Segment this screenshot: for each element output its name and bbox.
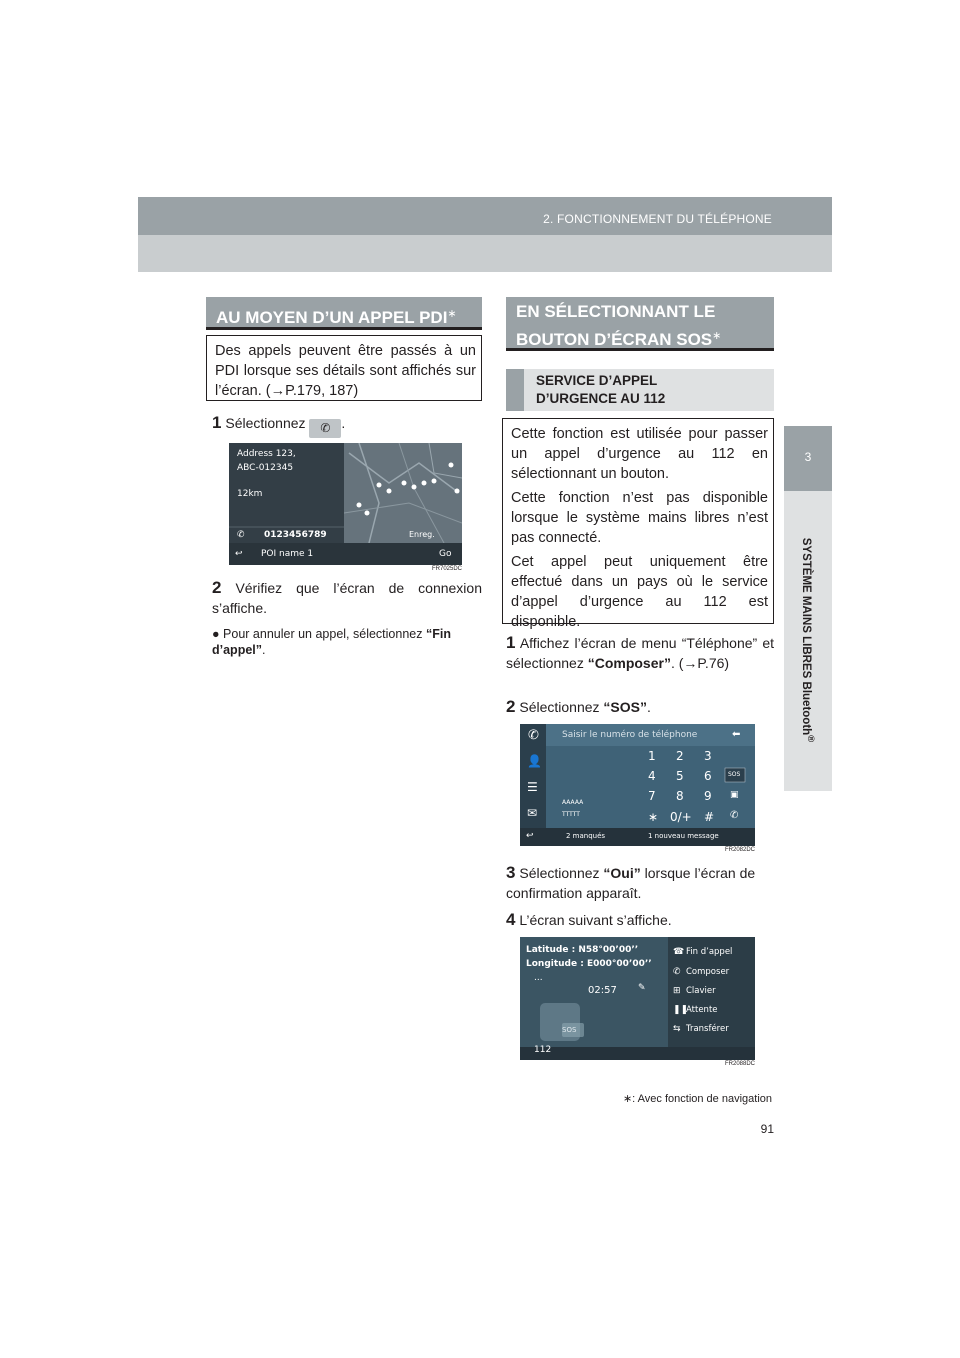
subsection-marker [506, 369, 524, 411]
chapter-label-text: SYSTÈME MAINS LIBRES Bluetooth [800, 537, 813, 736]
key-3[interactable]: 3 [704, 749, 712, 763]
right-title-mark: ∗ [712, 330, 722, 342]
poi-postcode: ABC-012345 [237, 463, 294, 473]
phone-icon[interactable]: ✆ [309, 419, 341, 438]
sos-button[interactable]: SOS [728, 771, 741, 778]
step-number: 4 [506, 910, 516, 929]
left-intro-text: Des appels peuvent être passés à un PDI lorsque ses détails sont affichés sur l’écran. (→P.179, 187) [215, 343, 476, 399]
dial-icon[interactable]: ✆ [673, 967, 681, 977]
transfer-icon[interactable]: ⇆ [673, 1024, 681, 1034]
key-7[interactable]: 7 [648, 789, 656, 803]
connection-dots: ... [534, 973, 543, 983]
step-text: Sélectionnez [225, 415, 306, 431]
call-poi-icon[interactable]: ✆ [237, 530, 245, 540]
right-step-4 [506, 910, 672, 930]
message-icon[interactable]: ✉ [527, 806, 538, 820]
back-icon[interactable]: ↩ [526, 831, 534, 841]
note-text: Pour annuler un appel, sélectionnez [223, 627, 426, 641]
step-text: Affichez l’écran de menu “Téléphone” et sélectionnez [506, 635, 774, 671]
subsection-title [536, 372, 766, 408]
step-bold: “SOS” [603, 699, 647, 715]
info-paragraph: Cette fonction n’est pas disponible lorsque le système mains libres n’est pas connecté. [511, 490, 768, 546]
chapter-label [800, 538, 816, 742]
key-8[interactable]: 8 [676, 789, 684, 803]
contact-name: TTTTT [562, 811, 580, 818]
registered-mark: ® [804, 735, 816, 743]
left-title-text: AU MOYEN D’UN APPEL PDI [216, 308, 448, 327]
hold-icon[interactable]: ❚❚ [673, 1005, 689, 1015]
contacts-icon[interactable]: 👤 [527, 754, 542, 768]
right-section-title [506, 297, 774, 351]
emergency-number: 112 [534, 1045, 552, 1055]
poi-name: POI name 1 [261, 549, 314, 559]
footnote: ∗: Avec fonction de navigation [622, 1093, 772, 1105]
left-section-title [206, 297, 482, 330]
page-number: 91 [760, 1122, 774, 1136]
poi-phone-number[interactable]: 0123456789 [264, 530, 327, 540]
left-note [212, 626, 482, 658]
left-step-2 [212, 578, 482, 618]
chapter-number: 3 [804, 450, 812, 464]
step-number: 2 [506, 697, 516, 716]
step-bold: “Composer” [587, 655, 671, 671]
step-text: Sélectionnez [519, 865, 604, 881]
key-4[interactable]: 4 [648, 769, 656, 783]
figure-code: FR2082DC [712, 847, 755, 853]
note-end: . [262, 643, 266, 657]
step-number: 3 [506, 863, 516, 882]
step-text-end: . (→P.76) [670, 655, 730, 671]
subsection-title-line-1: SERVICE D’APPEL [536, 373, 658, 388]
end-call-icon[interactable]: ☎ [673, 947, 685, 957]
transfer-button[interactable]: Transférer [686, 1024, 729, 1034]
step-text: Sélectionnez [519, 699, 604, 715]
history-icon[interactable]: ☰ [527, 780, 538, 794]
right-step-3 [506, 863, 774, 903]
keypad-icon[interactable]: ⊞ [673, 986, 681, 996]
missed-calls[interactable]: 2 manqués [566, 832, 606, 840]
phone-tab-icon[interactable]: ✆ [528, 728, 539, 743]
key-5[interactable]: 5 [676, 769, 684, 783]
subsection-title-line-2: D’URGENCE AU 112 [536, 391, 666, 406]
key-hash[interactable]: # [704, 810, 715, 824]
figure-code: FR2088DC [712, 1061, 755, 1067]
save-contact-icon[interactable]: ▣ [730, 790, 739, 800]
map-background [229, 443, 462, 565]
key-9[interactable]: 9 [704, 789, 712, 803]
mute-icon[interactable]: ✎ [638, 983, 646, 993]
number-input[interactable]: Saisir le numéro de téléphone [562, 730, 698, 740]
backspace-icon[interactable]: ⬅ [732, 729, 741, 740]
figure-code: FR7025DC [420, 566, 462, 572]
key-0-plus[interactable]: 0/+ [670, 810, 692, 824]
latitude: Latitude : N58°00’00’’ [526, 945, 639, 955]
key-6[interactable]: 6 [704, 769, 712, 783]
save-button[interactable]: Enreg. [409, 530, 435, 539]
end-call-button[interactable]: Fin d’appel [686, 947, 733, 957]
hold-button[interactable]: Attente [686, 1005, 718, 1015]
dial-button[interactable]: Composer [686, 967, 730, 977]
new-message[interactable]: 1 nouveau message [648, 832, 719, 840]
keypad-button[interactable]: Clavier [686, 986, 716, 996]
info-paragraph: Cet appel peut uniquement être effectué dans un pays où le service d’appel d’urgence au 112 est disponible. [511, 554, 768, 630]
go-button[interactable]: Go [439, 549, 452, 559]
step-text-end: . [341, 415, 346, 431]
key-1[interactable]: 1 [648, 749, 656, 763]
step-bold: “Oui” [603, 865, 641, 881]
left-intro-box [206, 335, 482, 401]
right-step-2 [506, 697, 651, 717]
bullet: ● [212, 627, 220, 641]
back-icon[interactable]: ↩ [235, 549, 243, 559]
info-paragraph: Cette fonction est utilisée pour passer un appel d’urgence au 112 en sélectionnant un bouton. [511, 426, 768, 482]
left-title-mark: ∗ [447, 308, 457, 320]
header-subbar [138, 235, 832, 272]
step-text-end: lorsque l’écran de confirmation apparaît. [506, 865, 756, 901]
sos-call-screenshot [520, 937, 755, 1060]
poi-distance: 12km [237, 489, 263, 499]
key-2[interactable]: 2 [676, 749, 684, 763]
dialpad-screenshot [520, 724, 755, 846]
step-number: 1 [212, 413, 222, 432]
right-info-box [502, 418, 774, 630]
map-screenshot [229, 443, 462, 565]
left-step-1 [212, 413, 345, 438]
call-timer: 02:57 [588, 985, 617, 996]
step-text: L’écran suivant s’affiche. [519, 912, 672, 928]
contact-name: AAAAA [562, 799, 584, 806]
section-title: 2. FONCTIONNEMENT DU TÉLÉPHONE [543, 212, 772, 226]
step-number: 2 [212, 578, 222, 597]
note-bold: “Fin d’appel” [212, 627, 451, 657]
right-title-line-2: BOUTON D’ÉCRAN SOS [516, 330, 713, 349]
step-number: 1 [506, 633, 516, 652]
right-step-1 [506, 633, 774, 673]
call-icon[interactable]: ✆ [730, 810, 739, 821]
right-title-line-1: EN SÉLECTIONNANT LE [516, 302, 716, 321]
poi-address: Address 123, [237, 449, 296, 459]
dialpad-background [520, 724, 755, 846]
sos-badge: SOS [562, 1026, 577, 1034]
step-text: Vérifiez que l’écran de connexion s’affiche. [212, 580, 482, 616]
step-text-end: . [647, 699, 651, 715]
key-star[interactable]: ∗ [648, 810, 659, 824]
longitude: Longitude : E000°00’00’’ [526, 959, 652, 969]
